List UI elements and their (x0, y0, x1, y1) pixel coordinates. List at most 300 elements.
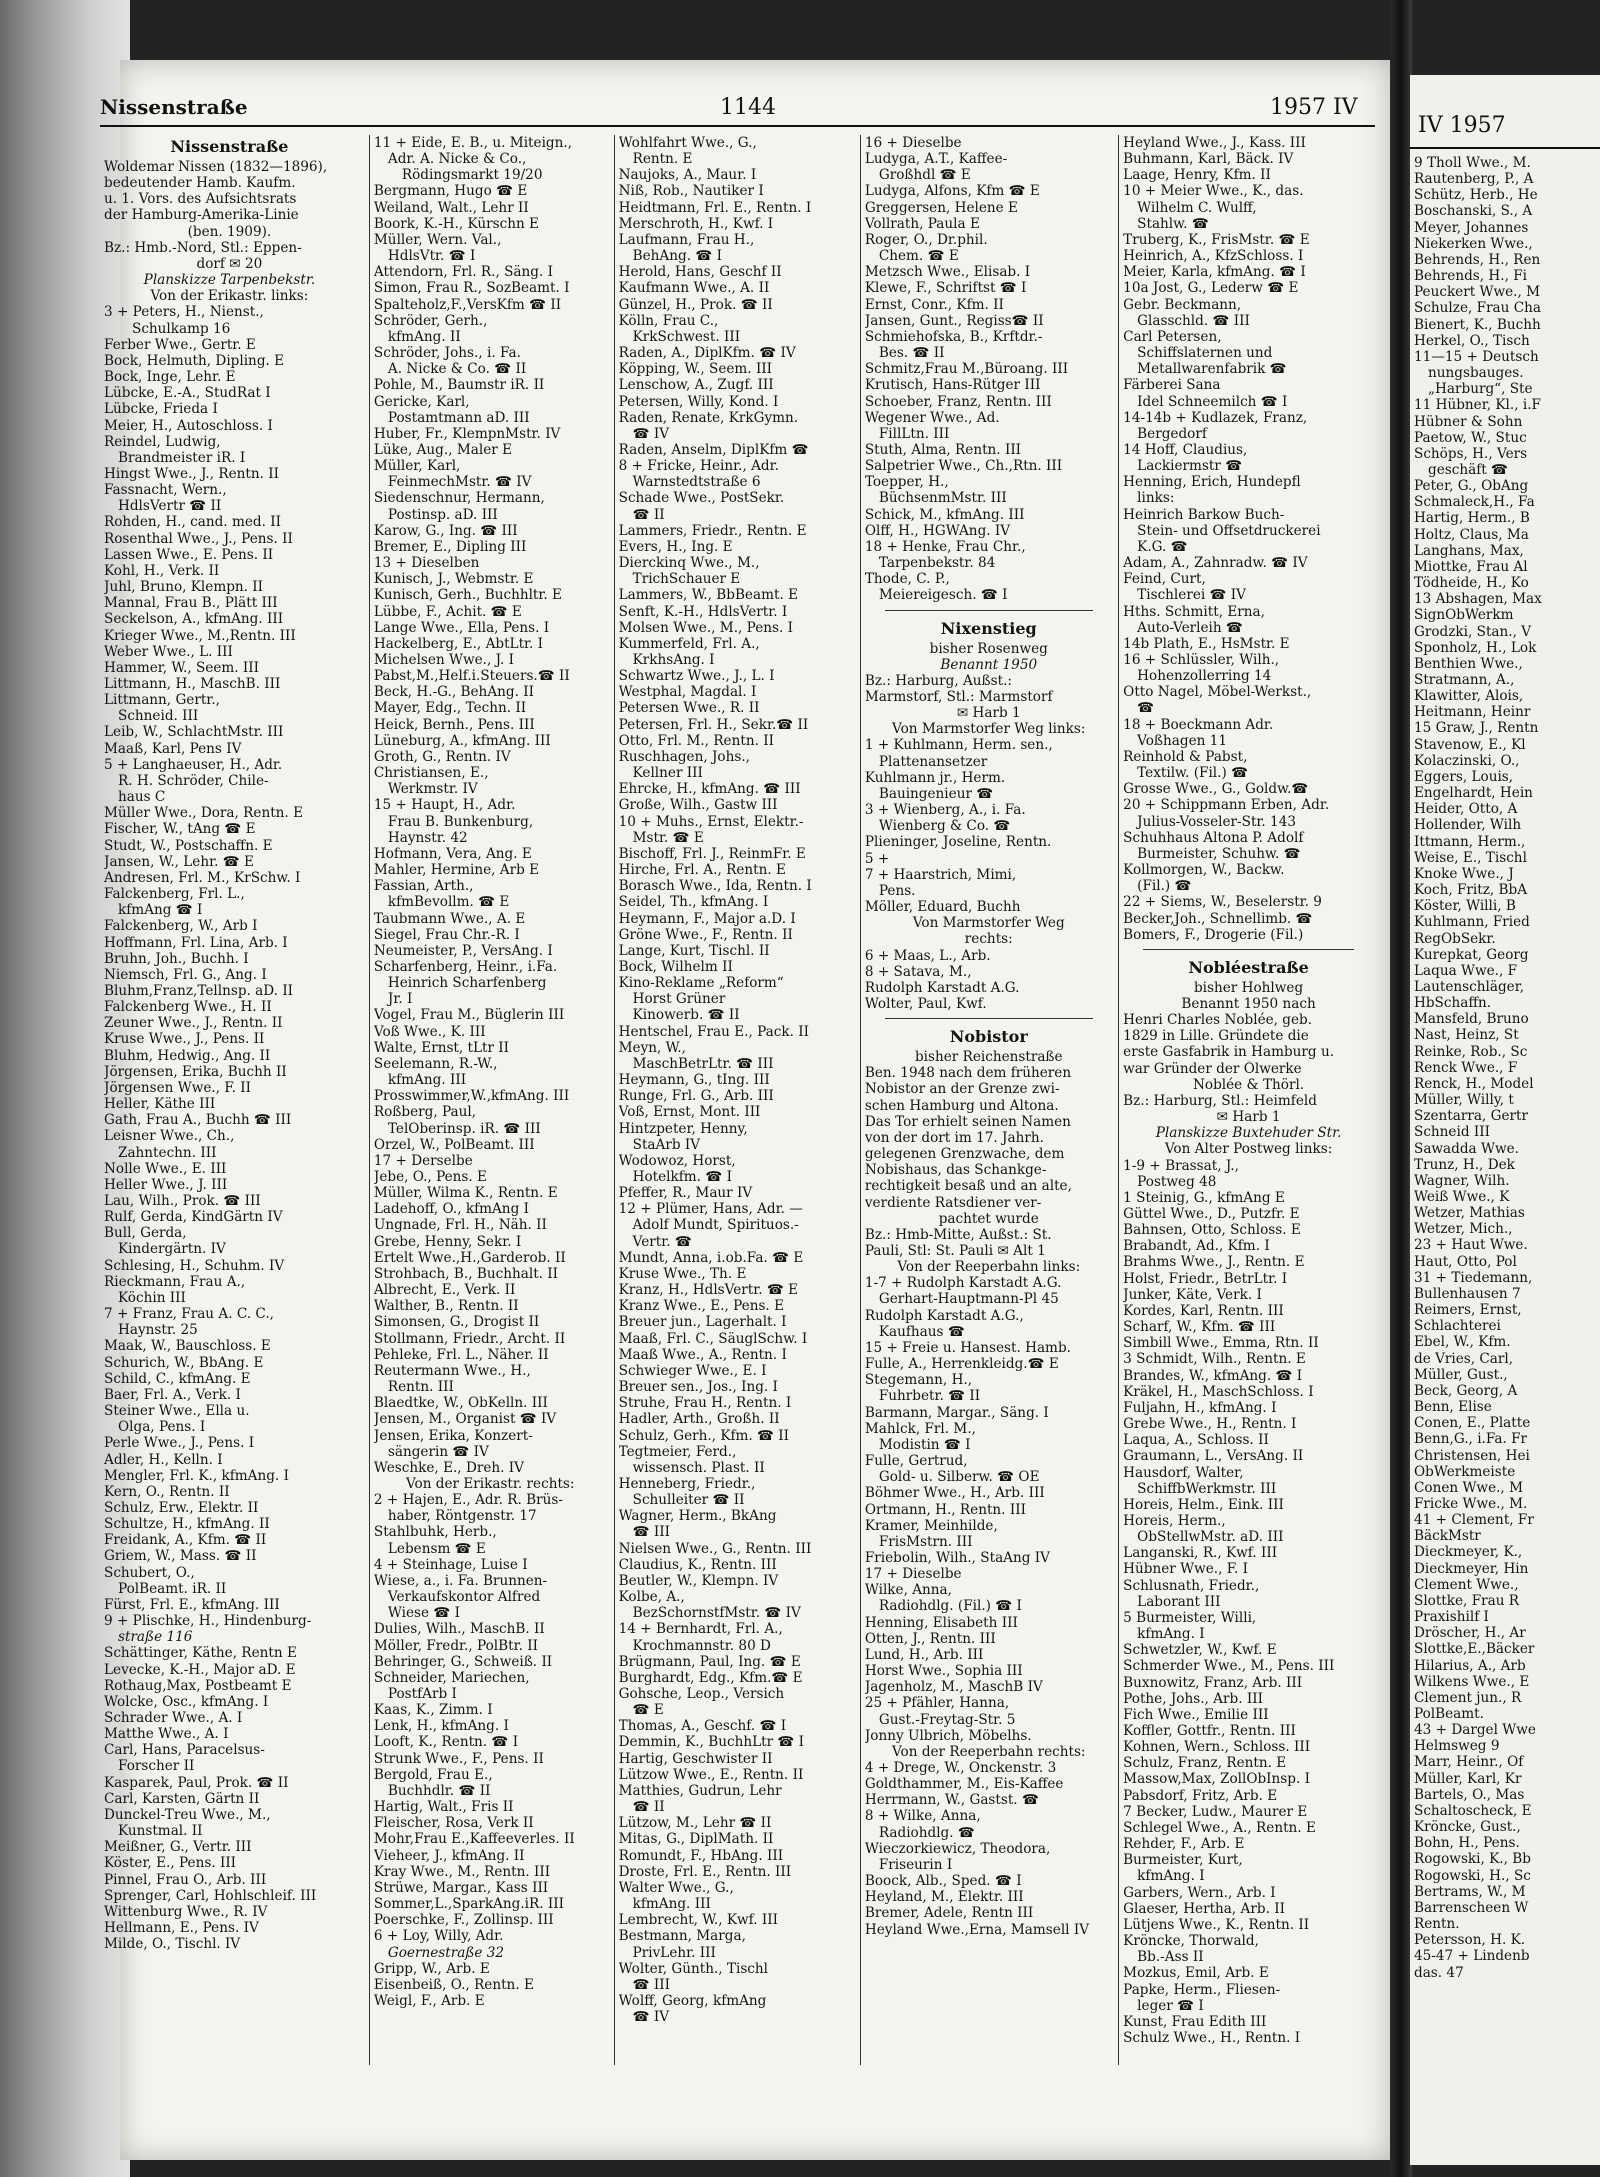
directory-entry: Szentarra, Gertr (1414, 1108, 1528, 1125)
directory-entry: Schlesing, H., Schuhm. IV (104, 1257, 285, 1274)
directory-entry: Hollender, Wilh (1414, 817, 1522, 834)
directory-entry: Heller Wwe., J. III (104, 1176, 228, 1193)
directory-entry: Bz.: Harburg, Außst.: (864, 672, 1012, 689)
directory-entry: Hentschel, Frau E., Pack. II (618, 1023, 809, 1040)
directory-entry: 13 Abshagen, Max (1414, 591, 1542, 608)
directory-entry: Horeis, Helm., Eink. III (1123, 1496, 1284, 1513)
directory-entry: Steiner Wwe., Ella u. (104, 1403, 250, 1420)
directory-entry: Conen Wwe., M (1414, 1479, 1523, 1496)
directory-entry: Schmaleck,H., Fa (1414, 494, 1535, 511)
directory-entry: Kröncke, Thorwald, (1123, 1933, 1259, 1950)
directory-entry: Grebe, Henny, Sekr. I (373, 1233, 522, 1250)
directory-entry: gelegenen Grenzwache, dem (864, 1146, 1065, 1163)
directory-entry: Rentn. III (387, 1379, 454, 1396)
directory-entry: 7 Becker, Ludw., Maurer E (1123, 1803, 1308, 1820)
directory-entry: 8 + Fricke, Heinr., Adr. (618, 458, 779, 475)
directory-entry: Ebel, W., Kfm. (1414, 1334, 1511, 1351)
directory-entry: Walte, Ernst, tLtr II (373, 1039, 510, 1056)
directory-entry: Nolle Wwe., E. III (104, 1160, 227, 1177)
directory-entry: Bienert, K., Buchh (1414, 316, 1541, 333)
directory-entry: BehAng. ☎ I (632, 248, 722, 265)
directory-entry: Scharf, W., Kfm. ☎ III (1123, 1319, 1276, 1336)
directory-entry: ☎ IV (632, 425, 670, 442)
directory-entry: Lützow Wwe., E., Rentn. II (618, 1766, 804, 1783)
directory-entry: Bes. ☎ II (878, 345, 945, 362)
directory-entry: Bestmann, Marga, (618, 1928, 746, 1945)
directory-entry: BäckMstr (1414, 1528, 1481, 1545)
directory-entry: Köpping, W., Seem. III (618, 361, 773, 378)
directory-entry: Kramer, Meinhilde, (864, 1517, 998, 1534)
directory-column-2 (369, 135, 607, 2065)
directory-entry: Schütz, Herb., He (1414, 187, 1538, 204)
directory-entry: Wagner, Wilh. (1414, 1172, 1510, 1189)
directory-entry: Von der Reeperbahn rechts: (891, 1743, 1086, 1760)
directory-entry: Köster, E., Pens. III (104, 1855, 237, 1872)
directory-entry: Carl, Hans, Paracelsus- (104, 1742, 265, 1759)
directory-entry: 10a Jost, G., Lederw ☎ E (1123, 280, 1299, 297)
directory-entry: Adolf Mundt, Spirituos.- (632, 1217, 799, 1234)
directory-entry: Studt, W., Postschaffn. E (104, 837, 273, 854)
directory-entry: Thode, C. P., (864, 571, 950, 588)
directory-entry: 20 + Schippmann Erben, Adr. (1123, 797, 1330, 814)
directory-entry: Stein- und Offsetdruckerei (1137, 522, 1321, 539)
directory-entry: Carl, Karsten, Gärtn II (104, 1790, 260, 1807)
directory-entry: Schulz, Gerh., Kfm. ☎ II (618, 1427, 790, 1444)
directory-entry: Merschroth, H., Kwf. I (618, 215, 774, 232)
directory-entry: 3 Schmidt, Wilh., Rentn. E (1123, 1351, 1306, 1368)
directory-entry: Schick, M., kfmAng. III (864, 506, 1025, 523)
directory-entry: Becker,Joh., Schnellimb. ☎ (1123, 910, 1313, 927)
directory-entry: Warnstedtstraße 6 (632, 474, 761, 491)
directory-entry: Zeuner Wwe., J., Rentn. II (104, 1015, 283, 1032)
directory-entry: Wetzer, Mathias (1414, 1205, 1525, 1222)
directory-entry: Molsen Wwe., M., Pens. I (618, 619, 793, 636)
directory-entry: Metallwarenfabrik ☎ (1137, 361, 1287, 378)
directory-entry: 1-7 + Rudolph Karstadt A.G. (864, 1275, 1062, 1292)
directory-entry: Beck, H.-G., BehAng. II (373, 684, 534, 701)
directory-entry: ☎ II (632, 506, 665, 523)
page-header (100, 95, 1370, 121)
directory-entry: wissensch. Plast. II (632, 1459, 765, 1476)
directory-entry: Adr. A. Nicke & Co., (387, 151, 527, 168)
directory-entry: Dröscher, H., Ar (1414, 1625, 1526, 1642)
directory-entry: Olff, H., HGWAng. IV (864, 522, 1011, 539)
directory-entry: rechtigkeit besaß und an alte, (864, 1178, 1072, 1195)
directory-entry: ☎ III (632, 1976, 670, 1993)
directory-entry: Fulle, Gertrud, (864, 1453, 968, 1470)
directory-entry: Petersen Wwe., R. II (618, 700, 760, 717)
directory-entry: Schröder, Gerh., (373, 312, 488, 329)
directory-entry: Pabst,M.,Helf.i.Steuers.☎ II (373, 668, 570, 685)
directory-entry: Gath, Frau A., Buchh ☎ III (104, 1112, 292, 1129)
directory-entry: Kuhlmann jr., Herm. (864, 769, 1006, 786)
directory-entry: Grosse Wwe., G., Goldw.☎ (1123, 781, 1309, 798)
directory-entry: Schade Wwe., PostSekr. (618, 490, 785, 507)
directory-entry: bedeutender Hamb. Kaufm. (104, 175, 296, 192)
directory-entry: kfmAng. III (387, 1072, 467, 1089)
directory-entry: Krochmannstr. 80 D (632, 1637, 771, 1654)
directory-entry: Schrader Wwe., A. I (104, 1710, 243, 1726)
directory-entry: Taubmann Wwe., A. E (373, 910, 526, 927)
directory-entry: Hellmann, E., Pens. IV (104, 1920, 259, 1937)
directory-entry: Ertelt Wwe.,H.,Garderob. II (373, 1249, 566, 1266)
directory-entry: Ludyga, A.T., Kaffee- (864, 151, 1008, 168)
directory-entry: Langhans, Max, (1414, 542, 1524, 559)
directory-entry: Lübcke, Frieda I (104, 401, 218, 418)
directory-entry: Nast, Heinz, St (1414, 1027, 1519, 1044)
directory-entry: Henning, Elisabeth III (864, 1614, 1018, 1631)
directory-entry: Schaltoscheck, E (1414, 1802, 1532, 1819)
directory-entry: Von der Erikastr. rechts: (405, 1475, 575, 1492)
directory-entry: Conen, E., Platte (1414, 1415, 1531, 1432)
directory-entry: Mengler, Frl. K., kfmAng. I (104, 1467, 289, 1484)
directory-entry: Spalteholz,F.,VersKfm ☎ II (373, 296, 562, 313)
directory-entry: Hartig, Herm., B (1414, 510, 1530, 527)
directory-entry: Engelhardt, Hein (1414, 785, 1533, 802)
directory-entry: 1 + Kuhlmann, Herm. sen., (864, 737, 1053, 754)
directory-entry: Von Marmstorfer Weg links: (892, 721, 1086, 738)
directory-column-3 (614, 135, 855, 2065)
directory-entry: Goernestraße 32 (387, 1944, 505, 1961)
directory-entry: Rogowski, H., Sc (1414, 1867, 1531, 1884)
directory-entry: Lembrecht, W., Kwf. III (618, 1912, 778, 1929)
directory-entry: Olga, Pens. I (118, 1419, 206, 1436)
directory-entry: Von Marmstorfer Weg (912, 915, 1065, 932)
directory-entry: TrichSchauer E (632, 571, 741, 588)
directory-entry: Kaufmann Wwe., A. II (618, 280, 770, 297)
directory-entry: Jansen, Gunt., Regiss☎ II (864, 312, 1044, 329)
directory-entry: kfmAng ☎ I (118, 902, 203, 919)
directory-entry: Chem. ☎ E (878, 248, 959, 265)
directory-entry: Seidel, Th., kfmAng. I (618, 894, 769, 911)
directory-entry: Kaufhaus ☎ (878, 1323, 965, 1340)
directory-entry: Hübner Wwe., F. I (1123, 1561, 1249, 1578)
directory-entry: Güttel Wwe., D., Putzfr. E (1123, 1206, 1300, 1222)
directory-entry: Pabsdorf, Fritz, Arb. E (1123, 1787, 1278, 1804)
directory-entry: Simbill Wwe., Emma, Rtn. II (1123, 1335, 1319, 1352)
directory-entry: Weise, E., Tischl (1414, 849, 1527, 866)
directory-entry: Kolbe, A., (618, 1589, 685, 1606)
directory-entry: Schmerder Wwe., M., Pens. III (1123, 1658, 1335, 1675)
directory-entry: StaArb IV (632, 1136, 701, 1153)
directory-entry: Ernst, Conr., Kfm. II (864, 296, 1004, 313)
directory-entry: 14-14b + Kudlazek, Franz, (1123, 409, 1308, 426)
directory-entry: Petersson, H. K. (1414, 1932, 1526, 1949)
directory-entry: Plattenansetzer (878, 753, 988, 770)
directory-entry: Fricke Wwe., M. (1414, 1495, 1528, 1512)
directory-entry: Barmann, Margar., Säng. I (864, 1404, 1049, 1421)
directory-entry: Huber, Fr., KlempnMstr. IV (373, 425, 561, 442)
directory-entry: 8 + Wilke, Anna, (864, 1808, 981, 1825)
directory-entry: Brabandt, Ad., Kfm. I (1123, 1238, 1270, 1255)
directory-entry: Miottke, Frau Al (1414, 558, 1528, 575)
directory-entry: Bullenhausen 7 (1414, 1285, 1521, 1302)
directory-entry: Nielsen Wwe., G., Rentn. III (618, 1540, 812, 1557)
directory-entry: Klawitter, Alois, (1414, 688, 1524, 705)
directory-entry: Horst Wwe., Sophia III (864, 1663, 1023, 1680)
directory-entry: ✉ Harb 1 (1216, 1109, 1281, 1126)
directory-entry: Garbers, Wern., Arb. I (1123, 1884, 1276, 1901)
directory-entry: Salpetrier Wwe., Ch.,Rtn. III (864, 458, 1063, 475)
directory-entry: Droste, Frl. E., Rentn. III (618, 1863, 792, 1880)
directory-entry: Dieckmeyer, K., (1414, 1544, 1523, 1561)
directory-entry: Lübcke, E.-A., StudRat I (104, 385, 271, 402)
directory-entry: Wodowoz, Horst, (618, 1152, 736, 1169)
directory-entry: „Harburg“, Ste (1428, 381, 1533, 398)
directory-entry: ObWerkmeiste (1414, 1463, 1516, 1480)
directory-entry: Laqua, A., Schloss. II (1123, 1432, 1269, 1449)
directory-entry: Lenk, H., kfmAng. I (373, 1718, 509, 1735)
directory-entry: Simonsen, G., Drogist II (373, 1314, 540, 1331)
directory-entry: Milde, O., Tischl. IV (104, 1936, 241, 1953)
directory-entry: Fassian, Arth., (373, 878, 474, 895)
directory-entry: Kohl, H., Verk. II (104, 562, 220, 579)
directory-entry: Seelemann, R.-W., (373, 1055, 498, 1072)
directory-entry: kfmAng. I (1137, 1626, 1205, 1643)
directory-entry: haber, Röntgenstr. 17 (387, 1508, 537, 1525)
directory-entry: Müller, Wern. Val., (373, 231, 502, 248)
directory-entry: Wilke, Anna, (864, 1582, 952, 1599)
directory-entry: Henning, Erich, Hundepfl (1123, 474, 1301, 491)
directory-column-5 (1118, 135, 1374, 2065)
directory-entry: Borasch Wwe., Ida, Rentn. I (618, 878, 812, 895)
directory-entry: Groth, G., Rentn. IV (373, 748, 511, 765)
directory-entry: Slottke, Frau R (1414, 1592, 1520, 1609)
directory-entry: bisher Rosenweg (929, 640, 1048, 657)
directory-entry: Hofmann, Vera, Ang. E (373, 845, 532, 862)
directory-entry: Möller, Fredr., PolBtr. II (373, 1637, 538, 1654)
directory-entry: Lammers, Friedr., Rentn. E (618, 522, 807, 539)
section-divider (885, 1018, 1093, 1019)
directory-entry: Wagner, Herm., BkAng (618, 1508, 777, 1525)
directory-entry: Bock, Helmuth, Dipling. E (104, 352, 285, 369)
directory-entry: Fuljahn, H., kfmAng. I (1123, 1399, 1277, 1416)
directory-entry: 15 Graw, J., Rentn (1414, 720, 1539, 737)
directory-entry: Wieczorkiewicz, Theodora, (864, 1840, 1051, 1857)
directory-entry: Hartig, Walt., Fris II (373, 1799, 514, 1816)
directory-entry: Woldemar Nissen (1832—1896), (104, 159, 328, 175)
directory-entry: ☎ (1137, 700, 1155, 717)
directory-entry: Kino-Reklame „Reform“ (618, 975, 784, 992)
directory-entry: 7 + Franz, Frau A. C. C., (104, 1306, 274, 1323)
directory-entry: 14 + Bernhardt, Frl. A., (618, 1621, 783, 1638)
street-heading: Nissenstraße (170, 137, 289, 156)
directory-entry: Weiland, Walt., Lehr II (373, 199, 529, 216)
directory-entry: 9 Tholl Wwe., M. (1414, 155, 1531, 171)
directory-entry: Orzel, W., PolBeamt. III (373, 1136, 535, 1153)
directory-entry: Fassnacht, Wern., (104, 482, 227, 499)
directory-entry: Meier, Karla, kfmAng. ☎ I (1123, 264, 1306, 281)
directory-entry: schen Hamburg und Altona. (864, 1097, 1059, 1114)
directory-entry: Jr. I (387, 991, 413, 1008)
directory-entry: Slottke,E.,Bäcker (1414, 1641, 1535, 1658)
directory-entry: Hotelkfm. ☎ I (632, 1169, 732, 1185)
facing-page-header-rule (1410, 147, 1600, 149)
directory-entry: Gröne Wwe., F., Rentn. II (618, 926, 793, 943)
directory-entry: Meiereigesch. ☎ I (878, 587, 1008, 604)
directory-entry: Kunisch, J., Webmstr. E (373, 571, 534, 588)
directory-entry: Feind, Curt, (1123, 571, 1206, 588)
directory-entry: 1 Steinig, G., kfmAng E (1123, 1189, 1285, 1206)
directory-entry: 16 + Dieselbe (864, 135, 962, 151)
directory-entry: PostfArb I (387, 1686, 457, 1702)
directory-entry: Adam, A., Zahnradw. ☎ IV (1123, 555, 1308, 572)
directory-entry: Herkel, O., Tisch (1414, 332, 1530, 349)
directory-entry: Wiese, a., i. Fa. Brunnen- (373, 1572, 548, 1589)
directory-entry: ☎ IV (632, 2009, 670, 2026)
directory-entry: 45-47 + Lindenb (1414, 1948, 1530, 1965)
directory-entry: Stahlbuhk, Herb., (373, 1524, 497, 1541)
directory-entry: Otto Nagel, Möbel-Werkst., (1123, 684, 1312, 701)
directory-entry: Rudolph Karstadt A.G., (864, 1307, 1024, 1324)
directory-entry: Strunk Wwe., F., Pens. II (373, 1750, 544, 1767)
directory-entry: Lenschow, A., Zugf. III (618, 377, 774, 394)
directory-entry: Kölln, Frau C., (618, 312, 719, 329)
directory-entry: Kohnen, Wern., Schloss. III (1123, 1739, 1311, 1756)
directory-entry: Fuhrbetr. ☎ II (878, 1388, 981, 1405)
directory-entry: Kollmorgen, W., Backw. (1123, 862, 1285, 879)
directory-entry: kfmAng. II (387, 328, 461, 345)
directory-entry: Weiß Wwe., K (1414, 1189, 1510, 1205)
directory-entry: Idel Schneemilch ☎ I (1137, 393, 1288, 410)
directory-entry: Otten, J., Rentn. III (864, 1630, 996, 1647)
directory-entry: Hilarius, A., Arb (1414, 1657, 1526, 1674)
directory-entry: Große, Wilh., Gastw III (618, 797, 778, 814)
directory-entry: Benthien Wwe., (1414, 655, 1523, 672)
directory-entry: Stuth, Alma, Rentn. III (864, 441, 1022, 458)
directory-entry: Wolcke, Osc., kfmAng. I (104, 1693, 269, 1710)
directory-entry: Gebr. Beckmann, (1123, 296, 1242, 313)
directory-entry: Romundt, F., HbAng. III (618, 1847, 784, 1864)
directory-entry: Koch, Fritz, BbA (1414, 882, 1528, 899)
directory-entry: kfmAng. III (632, 1896, 711, 1913)
directory-entry: Trunz, H., Dek (1414, 1156, 1515, 1173)
directory-entry: Vogel, Frau M., Büglerin III (373, 1007, 565, 1024)
directory-entry: 5 + (864, 850, 890, 867)
page-number: 1144 (720, 95, 776, 120)
directory-entry: Buxnowitz, Franz, Arb. III (1123, 1674, 1303, 1691)
directory-entry: Kinowerb. ☎ II (632, 1007, 740, 1024)
directory-entry: Graumann, L., VersAng. II (1123, 1448, 1304, 1465)
directory-entry: Horeis, Herm., (1123, 1512, 1226, 1529)
directory-entry: Tegtmeier, Ferd., (618, 1443, 737, 1460)
directory-entry: Jansen, W., Lehr. ☎ E (104, 853, 254, 870)
directory-entry: (ben. 1909). (187, 223, 272, 240)
directory-entry: Herold, Hans, Geschf II (618, 264, 782, 281)
directory-entry: Kruse Wwe., Th. E (618, 1265, 747, 1282)
directory-entry: Jörgensen Wwe., F. II (104, 1079, 252, 1096)
directory-entry: Schild, C., kfmAng. E (104, 1370, 251, 1387)
directory-entry: Schulz Wwe., H., Rentn. I (1123, 2029, 1301, 2046)
directory-entry: Perle Wwe., J., Pens. I (104, 1435, 255, 1452)
directory-entry: Weber Wwe., L. III (104, 643, 233, 660)
directory-entry: Bomers, F., Drogerie (Fil.) (1123, 926, 1304, 943)
directory-entry: 12 + Plümer, Hans, Adr. — (618, 1201, 803, 1218)
directory-entry: Kray Wwe., M., Rentn. III (373, 1863, 551, 1880)
directory-entry: straße 116 (118, 1629, 193, 1646)
directory-entry: KrkSchwest. III (632, 328, 741, 345)
directory-entry: Sawadda Wwe. (1414, 1140, 1519, 1157)
directory-entry: Hausdorf, Walter, (1123, 1464, 1244, 1481)
directory-entry: Schöps, H., Vers (1414, 445, 1528, 462)
directory-entry: Hackelberg, E., AbtLtr. I (373, 635, 544, 652)
directory-entry: bisher Reichenstraße (914, 1049, 1063, 1066)
directory-entry: Roger, O., Dr.phil. (864, 231, 988, 248)
directory-entry: Niemsch, Frl. G., Ang. I (104, 966, 267, 983)
directory-entry: Adler, H., Kelln. I (104, 1451, 223, 1468)
directory-entry: Schulze, Frau Cha (1414, 300, 1542, 317)
directory-entry: Heinrich Scharfenberg (387, 975, 547, 992)
directory-entry: Wohlfahrt Wwe., G., (618, 135, 757, 151)
directory-entry: Senft, K.-H., HdlsVertr. I (618, 603, 788, 620)
directory-entry: Krieger Wwe., M.,Rentn. III (104, 627, 296, 644)
directory-entry: Ben. 1948 nach dem früheren (864, 1065, 1072, 1082)
directory-entry: Jonny Ulbrich, Möbelhs. (864, 1727, 1032, 1744)
directory-entry: Pens. (878, 882, 916, 899)
directory-entry: Juhl, Bruno, Klempn. II (104, 579, 264, 596)
directory-entry: Horst Grüner (632, 991, 726, 1008)
directory-entry: Leib, W., SchlachtMstr. III (104, 724, 284, 741)
directory-entry: Lützow, M., Lehr ☎ II (618, 1815, 772, 1832)
directory-entry: Schulz, Franz, Rentn. E (1123, 1755, 1287, 1772)
directory-entry: Verkaufskontor Alfred (387, 1589, 541, 1606)
directory-entry: Gust.-Freytag-Str. 5 (878, 1711, 1016, 1728)
facing-page-header: IV 1957 (1418, 113, 1506, 138)
book-gutter (1390, 0, 1412, 2177)
directory-entry: Ladehoff, O., kfmAng I (373, 1201, 529, 1218)
directory-entry: Kasparek, Paul, Prok. ☎ II (104, 1774, 289, 1791)
directory-entry: Petersen, Frl. H., Sekr.☎ II (618, 716, 809, 733)
directory-entry: Wilhelm C. Wulff, (1137, 199, 1257, 216)
directory-entry: Christensen, Hei (1414, 1447, 1530, 1464)
directory-entry: Schlusnath, Friedr., (1123, 1577, 1260, 1594)
directory-entry: Hingst Wwe., J., Rentn. II (104, 465, 280, 482)
directory-entry: Wilkens Wwe., E (1414, 1673, 1530, 1690)
directory-entry: Voß Wwe., K. III (373, 1023, 486, 1040)
directory-entry: Niß, Rob., Nautiker I (618, 183, 764, 200)
directory-entry: Wolter, Günth., Tischl (618, 1960, 769, 1977)
directory-entry: Lüneburg, A., kfmAng. III (373, 732, 551, 749)
directory-entry: Rulf, Gerda, KindGärtn IV (104, 1209, 283, 1226)
directory-entry: Schättinger, Käthe, Rentn E (104, 1645, 297, 1662)
directory-entry: 5 Burmeister, Willi, (1123, 1609, 1257, 1626)
directory-entry: Koffler, Gottfr., Rentn. III (1123, 1723, 1296, 1739)
directory-entry: Holst, Friedr., BetrLtr. I (1123, 1270, 1288, 1287)
directory-entry: Tarpenbekstr. 84 (878, 555, 996, 572)
directory-entry: Rogowski, K., Bb (1414, 1851, 1531, 1868)
directory-entry: Mayer, Edg., Techn. II (373, 700, 527, 717)
directory-entry: Benn,G., i.Fa. Fr (1414, 1431, 1528, 1448)
directory-entry: kfmAng. I (1137, 1868, 1205, 1885)
directory-entry: Wiese ☎ I (387, 1605, 460, 1622)
directory-entry: Kräkel, H., MaschSchloss. I (1123, 1383, 1314, 1400)
directory-entry: Langanski, R., Kwf. III (1123, 1545, 1278, 1562)
directory-entry: Thomas, A., Geschf. ☎ I (618, 1718, 787, 1735)
directory-entry: Dierckinq Wwe., M., (618, 555, 760, 572)
directory-entry: Hintzpeter, Henny, (618, 1120, 748, 1137)
directory-entry: Köster, Willi, B (1414, 898, 1516, 915)
directory-entry: Haynstr. 42 (387, 829, 468, 846)
directory-entry: Westphal, Magdal. I (618, 684, 757, 701)
directory-entry: Lange Wwe., Ella, Pens. I (373, 619, 550, 636)
directory-entry: Kaas, K., Zimm. I (373, 1702, 493, 1719)
directory-entry: 23 + Haut Wwe. (1414, 1237, 1528, 1254)
directory-entry: Sponholz, H., Lok (1414, 639, 1537, 656)
directory-entry: Gerhart-Hauptmann-Pl 45 (878, 1291, 1059, 1308)
street-heading: Nixenstieg (940, 618, 1037, 638)
directory-entry: Tischlerei ☎ IV (1137, 587, 1246, 604)
directory-entry: Wetzer, Mich., (1414, 1221, 1513, 1238)
